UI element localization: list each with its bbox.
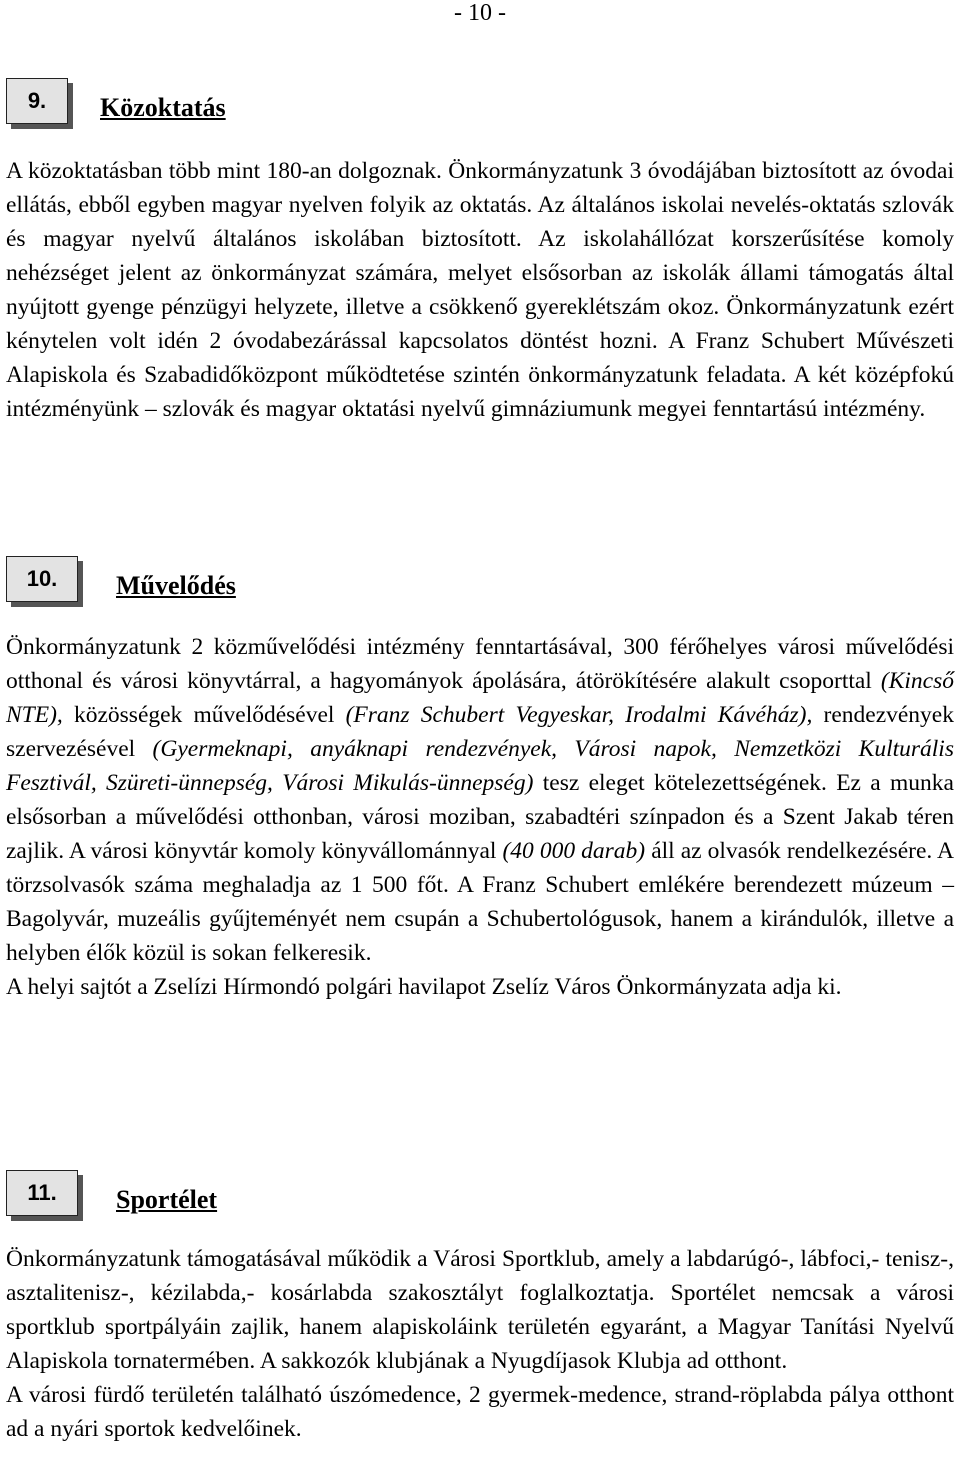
section-number-box: 10. bbox=[6, 556, 78, 602]
italic-run: (Kincső NTE), bbox=[6, 668, 954, 728]
italic-run: (Franz Schubert Vegyeskar, Irodalmi Kávéház), bbox=[345, 702, 813, 728]
paragraph bbox=[6, 630, 954, 970]
section-title: Sportélet bbox=[116, 1185, 218, 1214]
text-run: rendezvények szervezésével bbox=[6, 702, 954, 762]
italic-run: (Gyermeknapi, anyáknapi rendezvények, Városi napok, Nemzetközi Kulturális Fesztivál, Szüreti-ünnepség, Városi Mikulás-ünnepség) bbox=[6, 736, 954, 796]
section-body-sportelet bbox=[6, 1242, 954, 1446]
page-number: - 10 - bbox=[454, 0, 506, 26]
section-body-muvelodes bbox=[6, 630, 954, 1004]
text-run: áll az olvasók rendelkezésére. A törzsolvasók száma meghaladja az 1 500 főt. A Franz Schubert emlékére berendezett múzeum – Bagolyvár, muzeális gyűjteményét nem csupán a Schubertológusok, hanem a kirándulók, illetve a helyben élők közül is sokan felkeresik. bbox=[6, 838, 955, 966]
paragraph: Önkormányzatunk támogatásával működik a Városi Sportklub, amely a labdarúgó-, lábfoci,- tenisz-, asztalitenisz-, kézilabda,- kosárlabda szakosztályt foglalkoztatja. Sportélet nemcsak a városi sportklub sportpályáin zajlik, hanem alapiskoláink területén egyaránt, a Magyar Tanítási Nyelvű Alapiskola tornatermében. A sakkozók klubjának a Nyugdíjasok Klubja ad otthont. bbox=[6, 1246, 954, 1374]
section-title: Közoktatás bbox=[100, 93, 226, 122]
text-run: közösségek művelődésével bbox=[62, 702, 346, 728]
section-header-muvelodes bbox=[6, 556, 946, 606]
paragraph: A városi fürdő területén található úszómedence, 2 gyermek-medence, strand-röplabda pálya otthont ad a nyári sportok kedvelőinek. bbox=[6, 1382, 954, 1442]
section-body-kozoktatas bbox=[6, 154, 954, 426]
section-title: Művelődés bbox=[116, 571, 236, 600]
text-run: tesz eleget kötelezettségének. Ez a munka elsősorban a művelődési otthonban, városi moziban, szabadtéri színpadon és a Szent Jakab téren zajlik. A városi könyvtár komoly könyvállománnyal bbox=[6, 770, 954, 864]
paragraph: A közoktatásban több mint 180-an dolgoznak. Önkormányzatunk 3 óvodájában biztosított az óvodai ellátás, ebből egyben magyar nyelven folyik az oktatás. Az általános iskolai nevelés-oktatás szlovák és magyar nyelvű általános iskolában biztosított. Az iskolahállózat korszerűsítése komoly nehézséget jelent az önkormányzat számára, melyet elsősorban az iskolák állami támogatás által nyújtott gyenge pénzügyi helyzete, illetve a csökkenő gyereklétszám okoz. Önkormányzatunk ezért kénytelen volt idén 2 óvodabezárással kapcsolatos döntést hozni. A Franz Schubert Művészeti Alapiskola és Szabadidőközpont működtetése szintén önkormányzatunk feladata. A két középfokú intézményünk – szlovák és magyar oktatási nyelvű gimnáziumunk megyei fenntartású intézmény. bbox=[6, 158, 954, 422]
section-header-kozoktatas bbox=[6, 78, 946, 128]
paragraph: A helyi sajtót a Zselízi Hírmondó polgári havilapot Zselíz Város Önkormányzata adja ki. bbox=[6, 974, 842, 1000]
section-header-sportelet bbox=[6, 1170, 946, 1220]
section-number-box: 9. bbox=[6, 78, 68, 124]
text-run: Önkormányzatunk 2 közművelődési intézmény fenntartásával, 300 férőhelyes városi művelődési otthonal és városi könyvtárral, a hagyományok ápolására, átörökítésére alakult csoporttal bbox=[6, 634, 954, 694]
italic-run: (40 000 darab) bbox=[502, 838, 646, 864]
section-number-box: 11. bbox=[6, 1170, 78, 1216]
